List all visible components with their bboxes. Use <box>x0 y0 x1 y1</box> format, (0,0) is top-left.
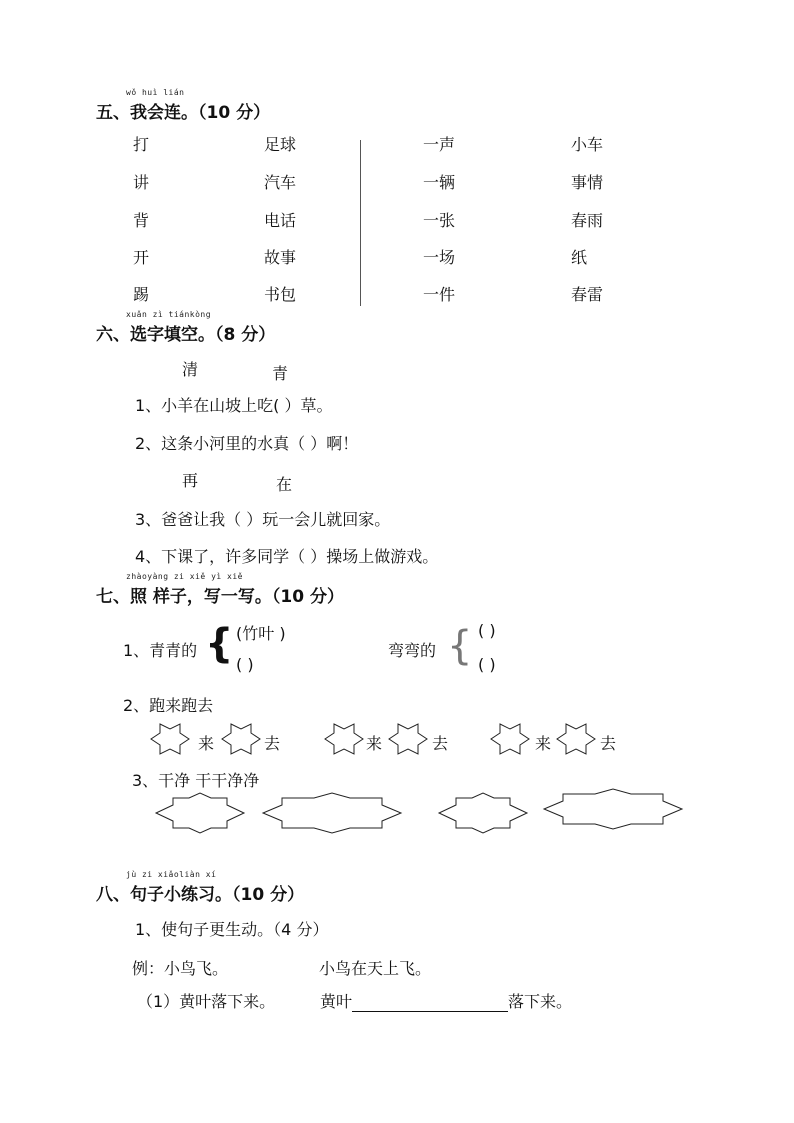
star-answer-box-large[interactable] <box>438 792 528 834</box>
left-brace-icon: { <box>447 623 473 669</box>
q1-line: 1、使句子更生动。（4 分） <box>135 920 329 939</box>
noun-item: 汽车 <box>264 173 297 192</box>
object-item: 纸 <box>571 248 588 267</box>
star-answer-box[interactable] <box>388 722 428 756</box>
object-item: 春雷 <box>571 285 604 304</box>
lai-char: 来 <box>198 734 215 753</box>
star-answer-box-large[interactable] <box>543 788 683 830</box>
star-answer-box[interactable] <box>556 722 596 756</box>
brace-line: (竹叶 ) <box>236 624 286 643</box>
question-line: 3、爸爸让我（ ）玩一会儿就回家。 <box>135 510 391 529</box>
example-label: 例：小鸟飞。 <box>132 959 229 978</box>
noun-item: 足球 <box>264 135 297 154</box>
choice-char: 再 <box>182 471 199 490</box>
item1-prefix: 黄叶 <box>320 992 353 1011</box>
noun-item: 书包 <box>264 285 297 304</box>
answer-blank[interactable] <box>352 993 508 1012</box>
choice-char: 在 <box>276 475 293 494</box>
qu-char: 去 <box>600 734 617 753</box>
section6-pinyin: xuǎn zì tiánkòng <box>126 310 212 319</box>
star-answer-box[interactable] <box>221 722 261 756</box>
brace-line: ( ) <box>478 655 496 674</box>
choice-char: 清 <box>182 360 199 379</box>
item1-sentence <box>320 989 572 1012</box>
star-answer-box-large[interactable] <box>155 792 245 834</box>
measure-item: 一辆 <box>423 173 456 192</box>
section6-title: 六、选字填空。（8 分） <box>96 325 276 345</box>
section7-pinyin: zhàoyàng zi xiě yì xiě <box>126 572 243 581</box>
brace-line: ( ) <box>236 655 254 674</box>
qu-char: 去 <box>432 734 449 753</box>
column-divider <box>360 140 361 306</box>
verb-item: 开 <box>133 248 150 267</box>
verb-item: 踢 <box>133 285 150 304</box>
section8-pinyin: jù zi xiǎoliàn xí <box>126 870 217 879</box>
star-answer-box[interactable] <box>324 722 364 756</box>
choice-char: 青 <box>272 364 289 383</box>
section5-title: 五、我会连。（10 分） <box>96 103 271 123</box>
section7-title: 七、照 样子，写一写。（10 分） <box>96 587 344 607</box>
question-line: 2、这条小河里的水真（ ）啊！ <box>135 434 359 453</box>
star-answer-box-large[interactable] <box>262 792 402 834</box>
qu-char: 去 <box>264 734 281 753</box>
brace-line: ( ) <box>478 621 496 640</box>
question-line: 1、小羊在山坡上吃( ）草。 <box>135 396 333 415</box>
noun-item: 故事 <box>264 248 297 267</box>
lai-char: 来 <box>535 734 552 753</box>
section5-pinyin: wǒ huì lián <box>126 88 185 97</box>
verb-item: 背 <box>133 211 150 230</box>
q1b-label: 弯弯的 <box>388 641 437 660</box>
measure-item: 一件 <box>423 285 456 304</box>
left-brace-icon: { <box>205 621 234 667</box>
noun-item: 电话 <box>264 211 297 230</box>
measure-item: 一张 <box>423 211 456 230</box>
q2-label: 2、跑来跑去 <box>123 696 214 715</box>
star-answer-box[interactable] <box>150 722 190 756</box>
q3-label: 3、干净 干干净净 <box>132 771 260 790</box>
measure-item: 一场 <box>423 248 456 267</box>
star-answer-box[interactable] <box>490 722 530 756</box>
item1-suffix: 落下来。 <box>508 992 573 1011</box>
object-item: 春雨 <box>571 211 604 230</box>
verb-item: 讲 <box>133 173 150 192</box>
lai-char: 来 <box>366 734 383 753</box>
q1-label: 1、青青的 <box>123 641 198 660</box>
item1-label: （1）黄叶落下来。 <box>137 992 276 1011</box>
question-line: 4、下课了，许多同学（ ）操场上做游戏。 <box>135 547 439 566</box>
verb-item: 打 <box>133 135 150 154</box>
section8-title: 八、句子小练习。（10 分） <box>96 885 305 905</box>
object-item: 小车 <box>571 135 604 154</box>
example-answer: 小鸟在天上飞。 <box>319 959 432 978</box>
measure-item: 一声 <box>423 135 456 154</box>
object-item: 事情 <box>571 173 604 192</box>
